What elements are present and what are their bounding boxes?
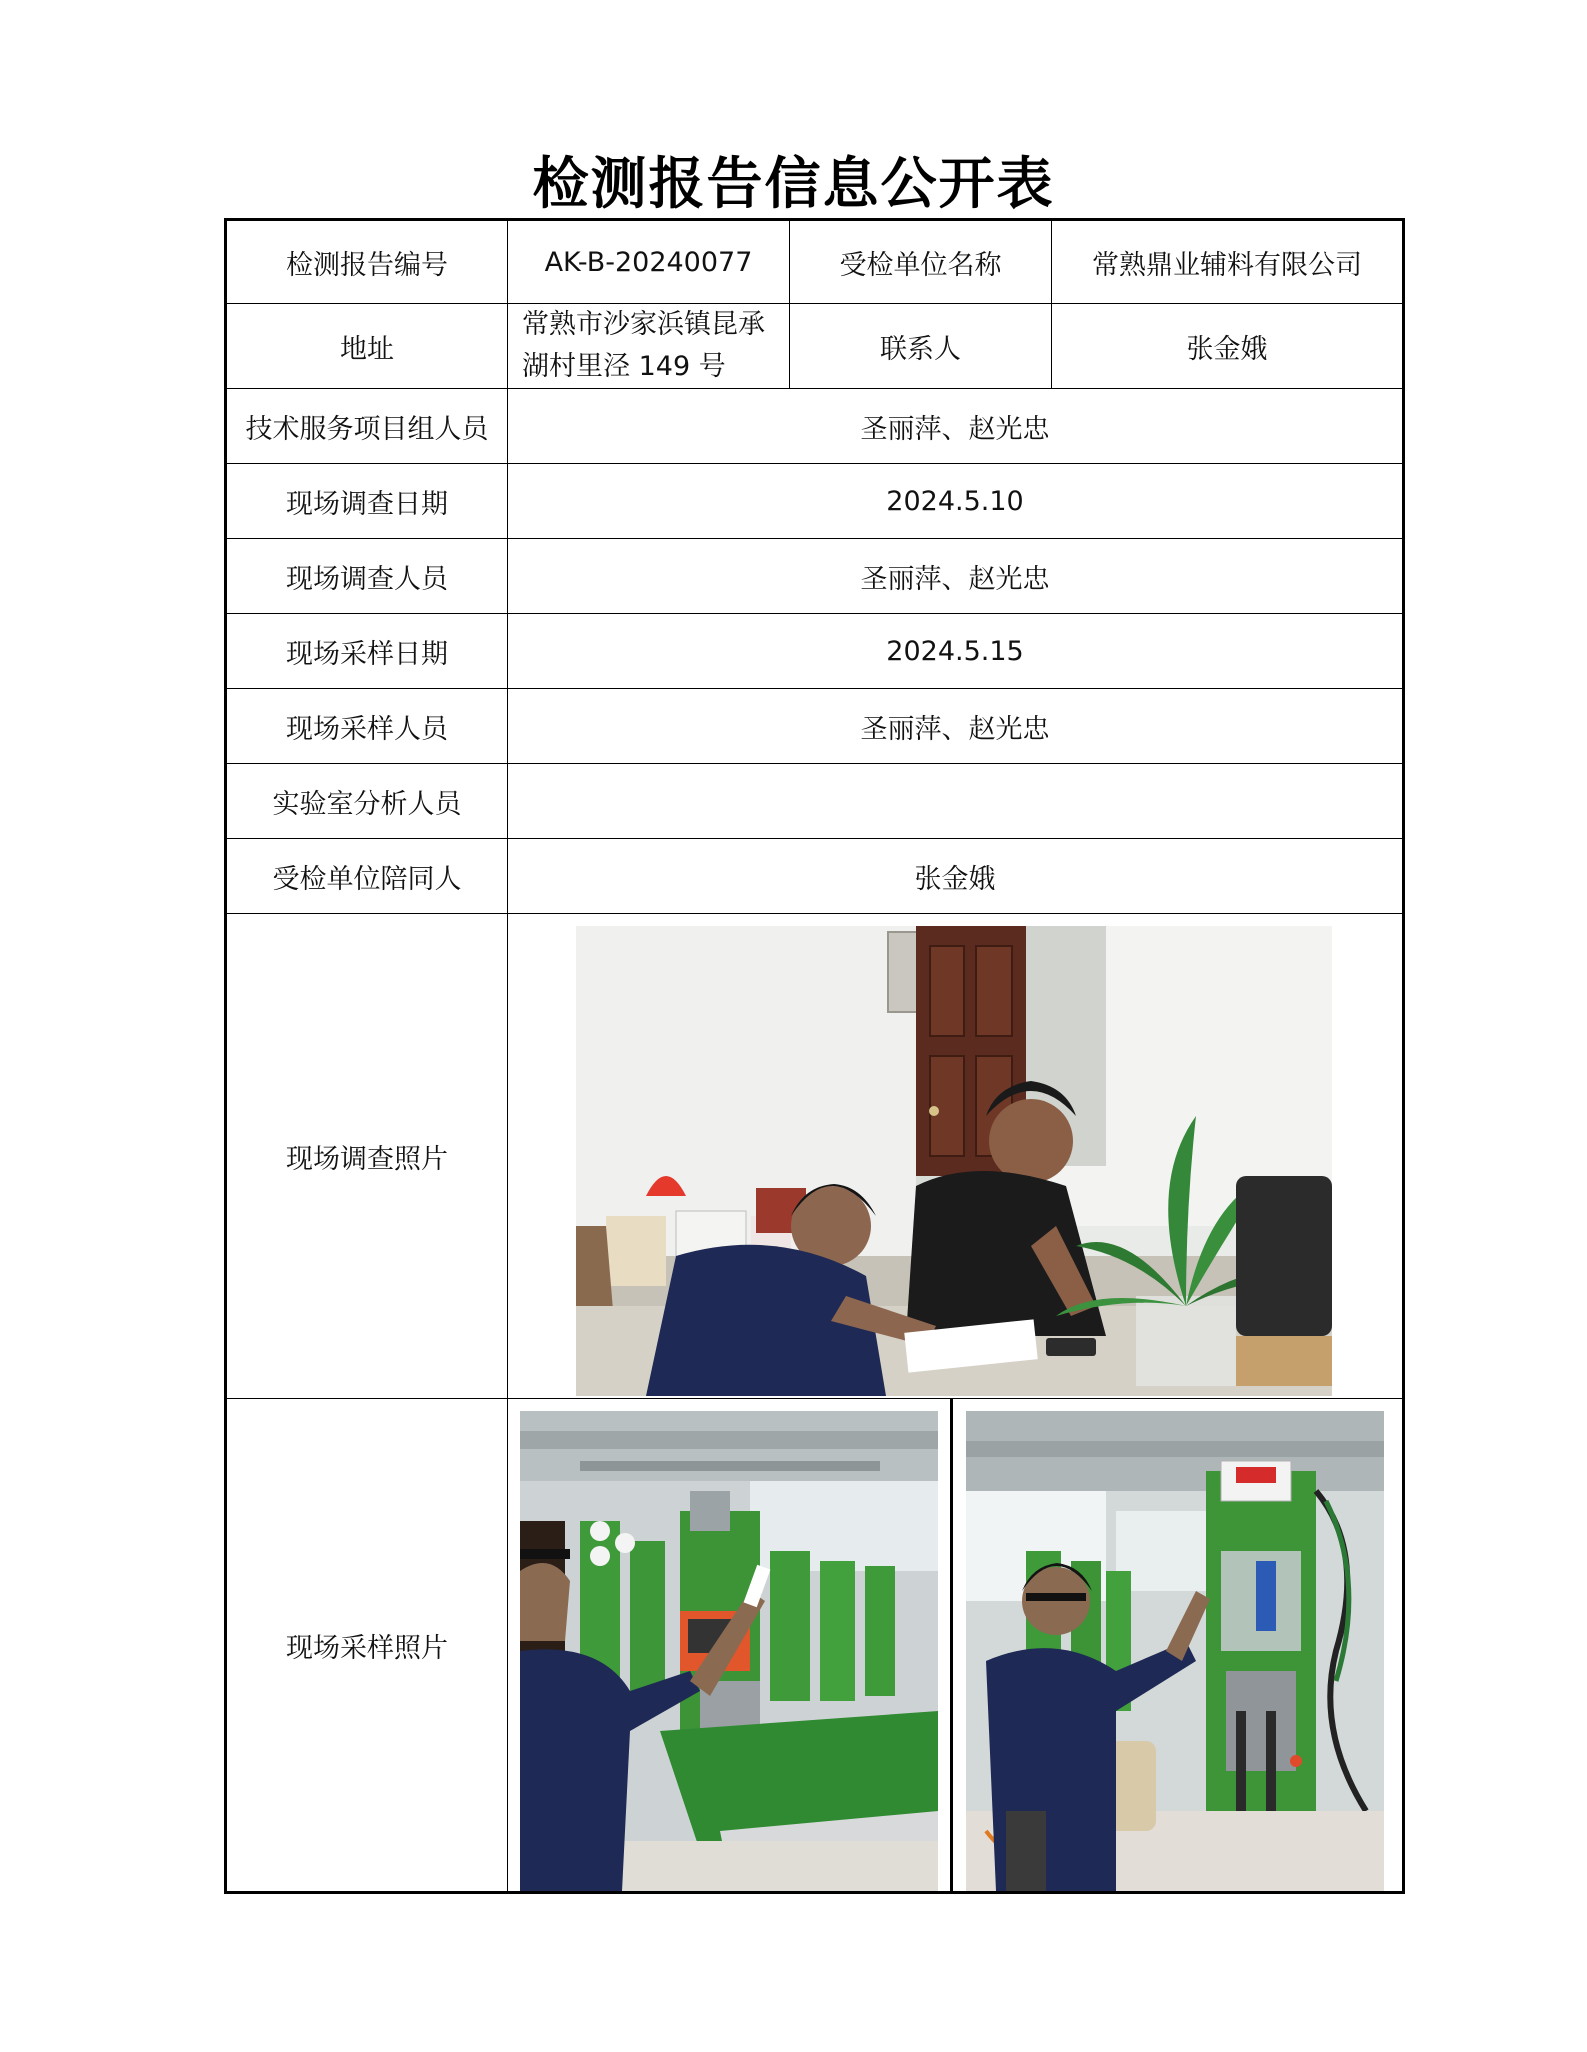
- info-row: [226, 464, 1404, 539]
- survey-photo-label: 现场调查照片: [226, 914, 508, 1399]
- sampling-photo-divider: [950, 1399, 953, 1891]
- accompanying-person-value: 张金娥: [508, 839, 1404, 914]
- sampling-photo-right-illustration: [966, 1411, 1384, 1891]
- unit-name-label: 受检单位名称: [790, 220, 1052, 304]
- sampling-photo-cell: [508, 1399, 1404, 1893]
- info-row: [226, 389, 1404, 464]
- survey-photo-cell: [508, 914, 1404, 1399]
- sampling-photo-right: [966, 1411, 1384, 1891]
- report-number-row: [226, 220, 1404, 304]
- sampling-photo-left-illustration: [520, 1411, 938, 1891]
- info-row: [226, 839, 1404, 914]
- report-number-label: 检测报告编号: [226, 220, 508, 304]
- team-members-value: 圣丽萍、赵光忠: [508, 389, 1404, 464]
- survey-staff-value: 圣丽萍、赵光忠: [508, 539, 1404, 614]
- accompanying-person-label: 受检单位陪同人: [226, 839, 508, 914]
- report-info-table: [224, 218, 1405, 1894]
- contact-label: 联系人: [790, 304, 1052, 389]
- address-line-1: 常熟市沙家浜镇昆承: [522, 309, 765, 340]
- lab-analyst-value: [508, 764, 1404, 839]
- sampling-staff-label: 现场采样人员: [226, 689, 508, 764]
- info-row: [226, 539, 1404, 614]
- sampling-photo-left: [520, 1411, 938, 1891]
- contact-value: 张金娥: [1052, 304, 1404, 389]
- address-value: [508, 304, 790, 389]
- info-row: [226, 689, 1404, 764]
- survey-photo-illustration: [576, 926, 1332, 1396]
- sampling-photo-row: [226, 1399, 1404, 1893]
- sampling-photo-label: 现场采样照片: [226, 1399, 508, 1893]
- survey-date-label: 现场调查日期: [226, 464, 508, 539]
- address-row: [226, 304, 1404, 389]
- page-title: 检测报告信息公开表: [532, 152, 1055, 217]
- survey-photo: [576, 926, 1332, 1396]
- report-number-value: AK-B-20240077: [508, 220, 790, 304]
- info-row: [226, 764, 1404, 839]
- survey-photo-row: [226, 914, 1404, 1399]
- sampling-date-value: 2024.5.15: [508, 614, 1404, 689]
- lab-analyst-label: 实验室分析人员: [226, 764, 508, 839]
- survey-staff-label: 现场调查人员: [226, 539, 508, 614]
- info-row: [226, 614, 1404, 689]
- survey-date-value: 2024.5.10: [508, 464, 1404, 539]
- address-label: 地址: [226, 304, 508, 389]
- sampling-date-label: 现场采样日期: [226, 614, 508, 689]
- unit-name-value: 常熟鼎业辅料有限公司: [1052, 220, 1404, 304]
- team-members-label: 技术服务项目组人员: [226, 389, 508, 464]
- address-line-2: 湖村里泾 149 号: [522, 351, 726, 382]
- sampling-staff-value: 圣丽萍、赵光忠: [508, 689, 1404, 764]
